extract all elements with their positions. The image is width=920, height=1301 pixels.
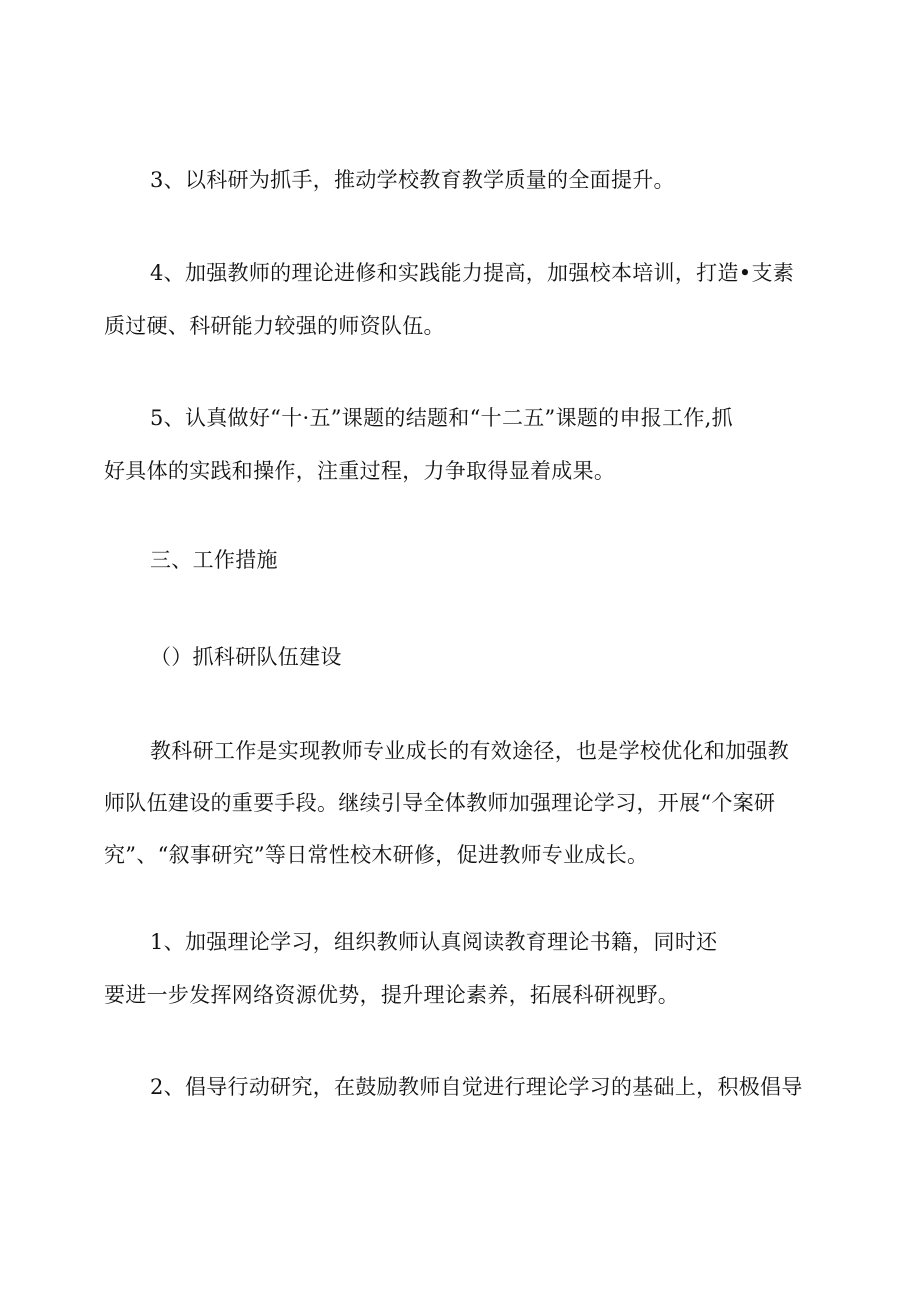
paragraph-goal-4-line-1: 4、加强教师的理论进修和实践能力提高，加强校本培训，打造•支素 <box>150 261 795 285</box>
paragraph-goal-3-line-1: 3、以科研为抓手，推动学校教育教学质量的全面提升。 <box>150 168 675 192</box>
paragraph-goal-4-line-2: 质过硬、科研能力较强的师资队伍。 <box>104 314 445 338</box>
subsection-heading-team-building: （）抓科研队伍建设 <box>150 645 342 669</box>
paragraph-measure-1-line-2: 要进一步发挥网络资源优势，提升理论素养，拓展科研视野。 <box>104 983 680 1007</box>
paragraph-intro-line-2: 师队伍建设的重要手段。继续引导全体教师加强理论学习，开展“个案研 <box>104 791 776 815</box>
paragraph-intro-line-1: 教科研工作是实现教师专业成长的有效途径，也是学校优化和加强教 <box>150 739 789 763</box>
paragraph-goal-5-line-2: 好具体的实践和操作，注重过程，力争取得显着成果。 <box>104 459 616 483</box>
paragraph-intro-line-3: 究”、“叙事研究”等日常性校木研修，促进教师专业成长。 <box>104 843 649 867</box>
paragraph-measure-2-line-1: 2、倡导行动研究，在鼓励教师自觉进行理论学习的基础上，积极倡导 <box>150 1075 803 1099</box>
paragraph-measure-1-line-1: 1、加强理论学习，组织教师认真阅读教育理论书籍，同时还 <box>150 930 718 954</box>
paragraph-goal-5-line-1: 5、认真做好“十·五”课题的结题和“十二五”课题的申报工作,抓 <box>150 406 733 430</box>
section-heading-measures: 三、工作措施 <box>150 548 278 572</box>
